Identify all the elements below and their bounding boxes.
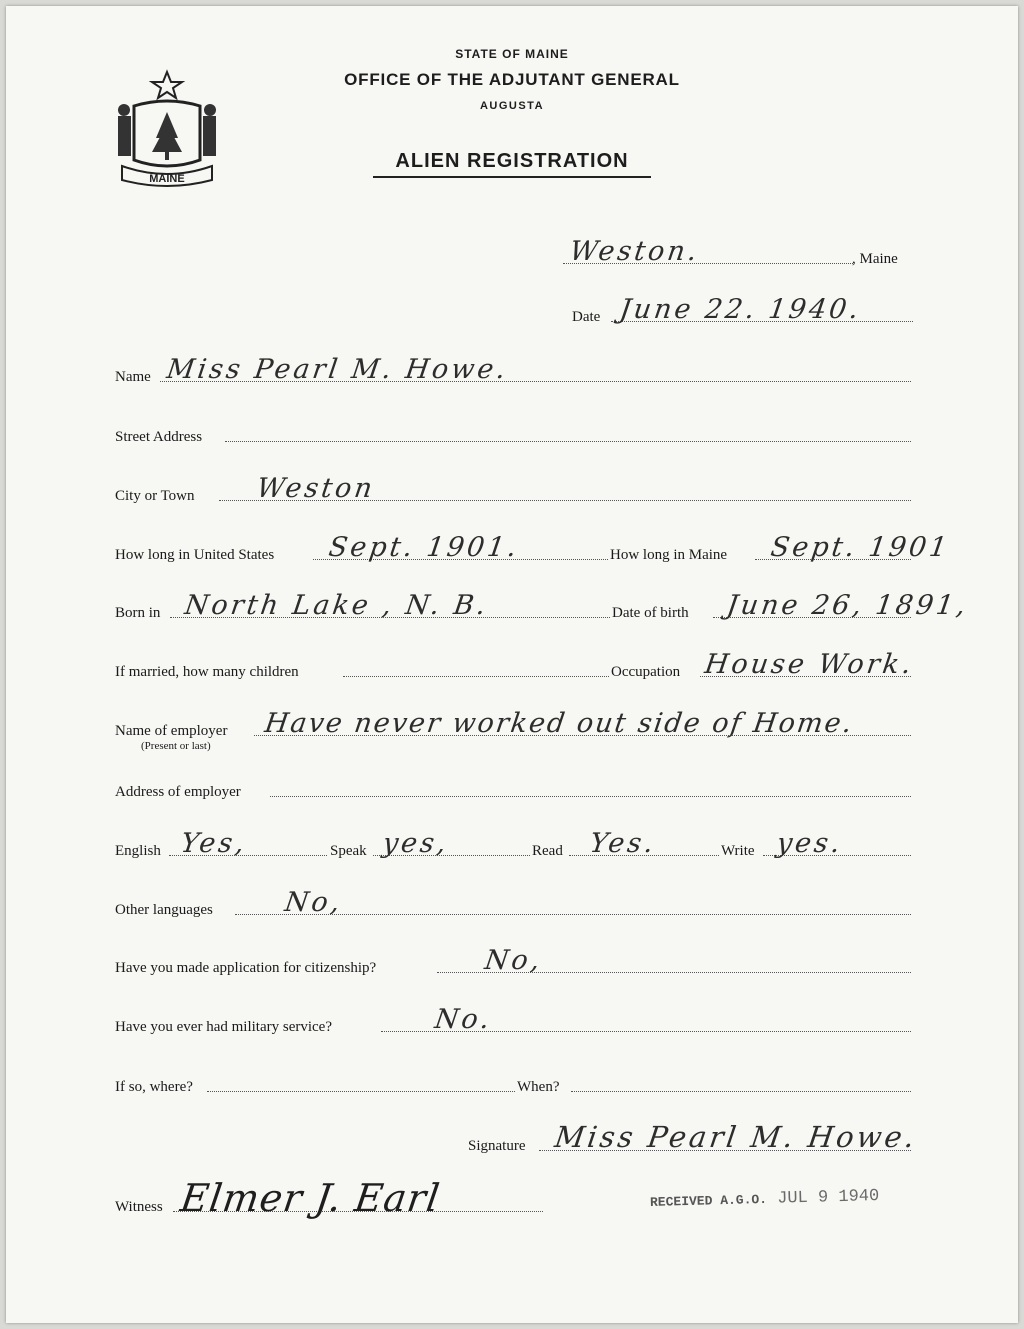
married-children-label: If married, how many children [115,664,299,680]
date-of-birth-value[interactable]: June 26, 1891, [724,590,971,621]
born-in-label: Born in [115,605,161,621]
occupation-value[interactable]: House Work. [702,649,916,680]
header-state: STATE OF MAINE [455,47,569,61]
street-address-row [115,416,911,446]
read-value[interactable]: Yes. [587,828,659,859]
date-row [115,296,911,326]
name-value[interactable]: Miss Pearl M. Howe. [164,354,511,385]
employer-row [115,708,911,752]
city-label: City or Town [115,488,195,504]
english-value[interactable]: Yes, [178,828,250,859]
stamp-date: JUL 9 1940 [776,1187,880,1209]
svg-text:MAINE: MAINE [149,173,185,185]
speak-label: Speak [330,843,367,859]
name-row [115,356,911,386]
where-label: If so, where? [115,1079,193,1095]
write-label: Write [721,843,755,859]
how-long-maine-label: How long in Maine [610,547,728,563]
city-row [115,475,911,505]
how-long-us-value[interactable]: Sept. 1901. [326,532,522,563]
employer-address-row [115,771,911,801]
signature-label: Signature [468,1138,526,1154]
where-when-row [115,1066,911,1096]
place-suffix-label: , Maine [852,251,898,267]
employer-address-label: Address of employer [115,784,241,800]
place-value[interactable]: Weston. [567,236,702,267]
witness-signature[interactable]: Elmer J. Earl [177,1176,443,1220]
signature-value[interactable]: Miss Pearl M. Howe. [552,1120,920,1154]
signature-row [115,1120,920,1155]
page-title: ALIEN REGISTRATION [395,150,629,172]
date-value[interactable]: June 22. 1940. [617,294,864,325]
speak-value[interactable]: yes, [380,828,451,859]
header-office: OFFICE OF THE ADJUTANT GENERAL [344,70,680,89]
street-address-label: Street Address [115,429,203,445]
employer-label: Name of employer [115,723,228,739]
date-label: Date [572,309,601,325]
how-long-us-label: How long in United States [115,547,275,563]
when-line [571,1091,911,1092]
citizenship-row [115,947,911,977]
born-row [115,590,971,622]
english-label: English [115,843,161,859]
born-in-value[interactable]: North Lake , N. B. [182,590,491,621]
english-row [115,830,911,860]
when-label: When? [517,1079,560,1095]
name-label: Name [115,369,151,385]
married-children-line [343,676,609,677]
street-address-line [225,441,911,442]
married-occupation-row [115,649,916,681]
other-languages-label: Other languages [115,902,213,918]
citizenship-label: Have you made application for citizenship? [115,960,377,976]
employer-address-line [270,796,911,797]
how-long-row [115,532,952,564]
witness-label: Witness [115,1199,163,1215]
how-long-maine-value[interactable]: Sept. 1901 [768,532,952,563]
title-underline [373,176,651,178]
stamp-received-text: RECEIVED A.G.O. [649,1191,768,1210]
date-of-birth-label: Date of birth [612,605,689,621]
other-languages-row [115,889,911,919]
military-label: Have you ever had military service? [115,1019,332,1035]
military-row [115,1006,911,1036]
city-value[interactable]: Weston [254,473,378,504]
other-languages-value[interactable]: No, [282,887,345,918]
military-value[interactable]: No. [432,1004,495,1035]
occupation-label: Occupation [611,664,681,680]
place-row [115,238,911,268]
where-line [207,1091,515,1092]
employer-sublabel: (Present or last) [141,740,211,752]
write-value[interactable]: yes. [774,828,845,859]
citizenship-value[interactable]: No, [482,945,545,976]
read-label: Read [532,843,563,859]
header-city: AUGUSTA [479,100,545,112]
employer-value[interactable]: Have never worked out side of Home. [262,708,856,739]
